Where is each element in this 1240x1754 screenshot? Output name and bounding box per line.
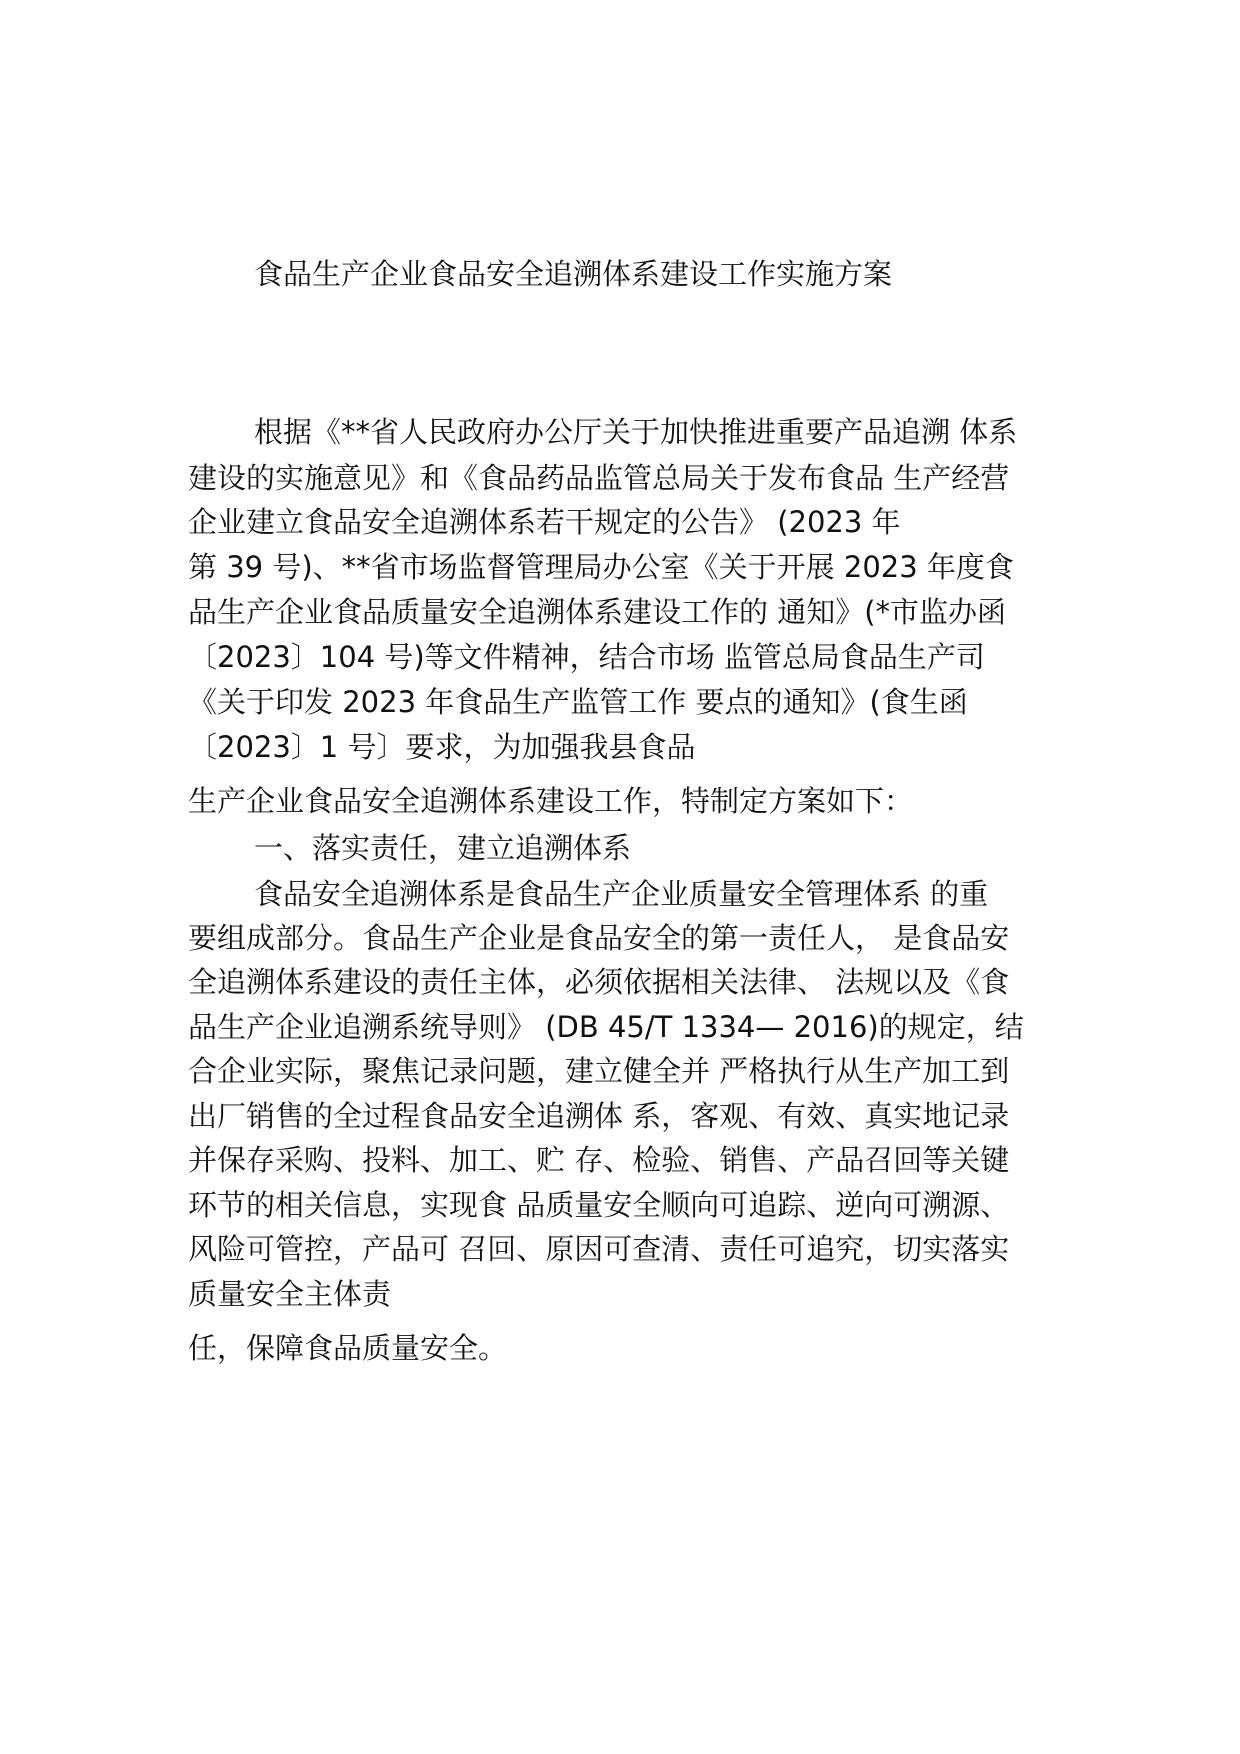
paragraph-line: 出厂销售的全过程食品安全追溯体 系，客观、有效、真实地记录 bbox=[188, 1099, 1010, 1133]
paragraph-line: 生产企业食品安全追溯体系建设工作，特制定方案如下： bbox=[188, 784, 914, 818]
paragraph-line: 《关于印发 2023 年食品生产监管工作 要点的通知》(食生函 bbox=[188, 685, 968, 719]
paragraph-line: 建设的实施意见》和《食品药品监管总局关于发布食品 生产经营 bbox=[188, 461, 1010, 495]
paragraph-line: 要组成部分。食品生产企业是食品安全的第一责任人， 是食品安 bbox=[188, 921, 1010, 955]
paragraph-line: 食品安全追溯体系是食品生产企业质量安全管理体系 的重 bbox=[254, 877, 989, 911]
paragraph-line: 第 39 号)、**省市场监督管理局办公室《关于开展 2023 年度食 bbox=[188, 550, 1014, 584]
paragraph-line: 环节的相关信息，实现食 品质量安全顺向可追踪、逆向可溯源、 bbox=[188, 1188, 1010, 1222]
paragraph-line: 风险可管控，产品可 召回、原因可查清、责任可追究，切实落实 bbox=[188, 1232, 1010, 1266]
paragraph-line: 品生产企业追溯系统导则》 (DB 45/T 1334— 2016)的规定，结 bbox=[188, 1010, 1024, 1044]
paragraph-line: 企业建立食品安全追溯体系若干规定的公告》 (2023 年 bbox=[188, 505, 901, 539]
paragraph-line: 质量安全主体责 bbox=[188, 1277, 392, 1311]
paragraph-line: 任，保障食品质量安全。 bbox=[188, 1331, 508, 1365]
section-heading: 一、落实责任，建立追溯体系 bbox=[254, 831, 632, 865]
paragraph-line: 全追溯体系建设的责任主体，必须依据相关法律、 法规以及《食 bbox=[188, 965, 1010, 999]
paragraph-line: 品生产企业食品质量安全追溯体系建设工作的 通知》(*市监办函 bbox=[188, 595, 1007, 629]
document-title: 食品生产企业食品安全追溯体系建设工作实施方案 bbox=[254, 257, 893, 291]
paragraph-line: 根据《**省人民政府办公厅关于加快推进重要产品追溯 体系 bbox=[254, 415, 1018, 449]
paragraph-line: 〔2023〕104 号)等文件精神，结合市场 监管总局食品生产司 bbox=[188, 640, 985, 674]
paragraph-line: 并保存采购、投料、加工、贮 存、检验、销售、产品召回等关键 bbox=[188, 1143, 1010, 1177]
paragraph-line: 〔2023〕1 号〕要求，为加强我县食品 bbox=[188, 730, 696, 764]
paragraph-line: 合企业实际，聚焦记录问题，建立健全并 严格执行从生产加工到 bbox=[188, 1054, 1010, 1088]
